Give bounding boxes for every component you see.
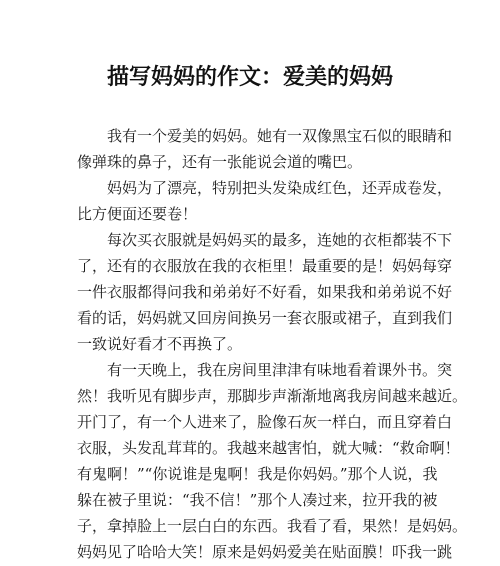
text-line: 我有一个爱美的妈妈。她有一双像黑宝石似的眼睛和 — [107, 127, 453, 145]
text-line: 然！我听见有脚步声，那脚步声渐渐地离我房间越来越近。 — [77, 387, 468, 405]
text-line: 每次买衣服就是妈妈买的最多，连她的衣柜都装不下 — [107, 231, 453, 249]
text-line: 一致说好看才不再换了。 — [77, 335, 243, 353]
text-line: 衣服，头发乱茸茸的。我越来越害怕，就大喊：“救命啊！ — [77, 439, 460, 457]
text-line: 开门了，有一个人进来了，脸像石灰一样白，而且穿着白 — [77, 413, 453, 431]
text-line: 有鬼啊！”“你说谁是鬼啊！我是你妈妈。”那个人说，我 — [77, 465, 438, 483]
article-body — [77, 123, 468, 565]
text-line: 躲在被子里说：“我不信！”那个人凑过来，拉开我的被 — [77, 491, 438, 509]
text-line: 妈妈见了哈哈大笑！原来是妈妈爱美在贴面膜！吓我一跳 — [77, 543, 453, 561]
text-line: 了，还有的衣服放在我的衣柜里！最重要的是！妈妈每穿 — [77, 257, 453, 275]
text-line: 比方便面还要卷！ — [77, 205, 198, 223]
article-title: 描写妈妈的作文：爱美的妈妈 — [106, 65, 393, 90]
text-line: 有一天晚上，我在房间里津津有味地看着课外书。突 — [107, 361, 453, 379]
text-line: 妈妈为了漂亮，特别把头发染成红色，还弄成卷发， — [107, 179, 453, 197]
text-line: 子，拿掉脸上一层白白的东西。我看了看，果然！是妈妈。 — [77, 517, 468, 535]
text-line: 看的话，妈妈就又回房间换另一套衣服或裙子，直到我们 — [77, 309, 453, 327]
text-line: 一件衣服都得问我和弟弟好不好看，如果我和弟弟说不好 — [77, 283, 453, 301]
text-line: 像弹珠的鼻子，还有一张能说会道的嘴巴。 — [77, 153, 363, 171]
